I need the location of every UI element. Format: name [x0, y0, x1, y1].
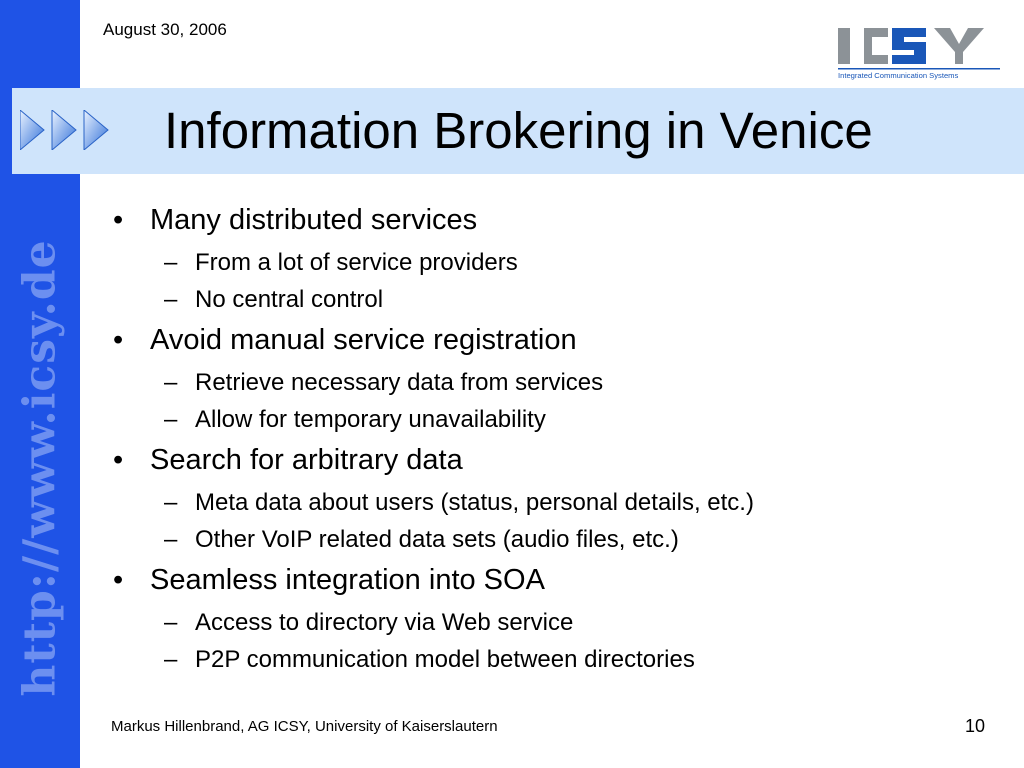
dash-mark: – [164, 406, 178, 433]
triple-arrow-icon [20, 110, 116, 150]
dash-mark: – [164, 526, 178, 553]
title-bar [12, 88, 1024, 174]
bullet-mark: • [113, 444, 124, 476]
dash-mark: – [164, 609, 178, 636]
bullet-text: Seamless integration into SOA [150, 564, 545, 596]
sub-bullet-text: P2P communication model between directories [195, 646, 695, 673]
bullet-mark: • [113, 564, 124, 596]
sub-bullet-text: No central control [195, 286, 384, 313]
dash-mark: – [164, 286, 178, 313]
icsy-logo [836, 26, 1002, 80]
dash-mark: – [164, 249, 178, 276]
side-url-text: http://www.icsy.de [14, 239, 66, 697]
footer-author: Markus Hillenbrand, AG ICSY, University of Kaiserslautern [111, 718, 498, 735]
bullet-mark: • [113, 324, 124, 356]
logo-subtitle: Integrated Communication Systems [838, 71, 959, 80]
sub-bullet-text: Retrieve necessary data from services [195, 369, 604, 396]
sub-bullet-text: Access to directory via Web service [195, 609, 574, 636]
dash-mark: – [164, 369, 178, 396]
bullet-text: Many distributed services [150, 204, 478, 236]
page-number: 10 [965, 716, 986, 736]
dash-mark: – [164, 489, 178, 516]
sub-bullet-text: Allow for temporary unavailability [195, 406, 546, 433]
slide-date: August 30, 2006 [103, 20, 227, 39]
slide-title: Information Brokering in Venice [164, 102, 873, 159]
sub-bullet-text: Meta data about users (status, personal details, etc.) [195, 489, 754, 516]
sub-bullet-text: Other VoIP related data sets (audio files, etc.) [195, 526, 679, 553]
dash-mark: – [164, 646, 178, 673]
bullet-mark: • [113, 204, 124, 236]
bullet-text: Search for arbitrary data [150, 444, 463, 476]
sub-bullet-text: From a lot of service providers [195, 249, 518, 276]
bullet-text: Avoid manual service registration [150, 324, 577, 356]
